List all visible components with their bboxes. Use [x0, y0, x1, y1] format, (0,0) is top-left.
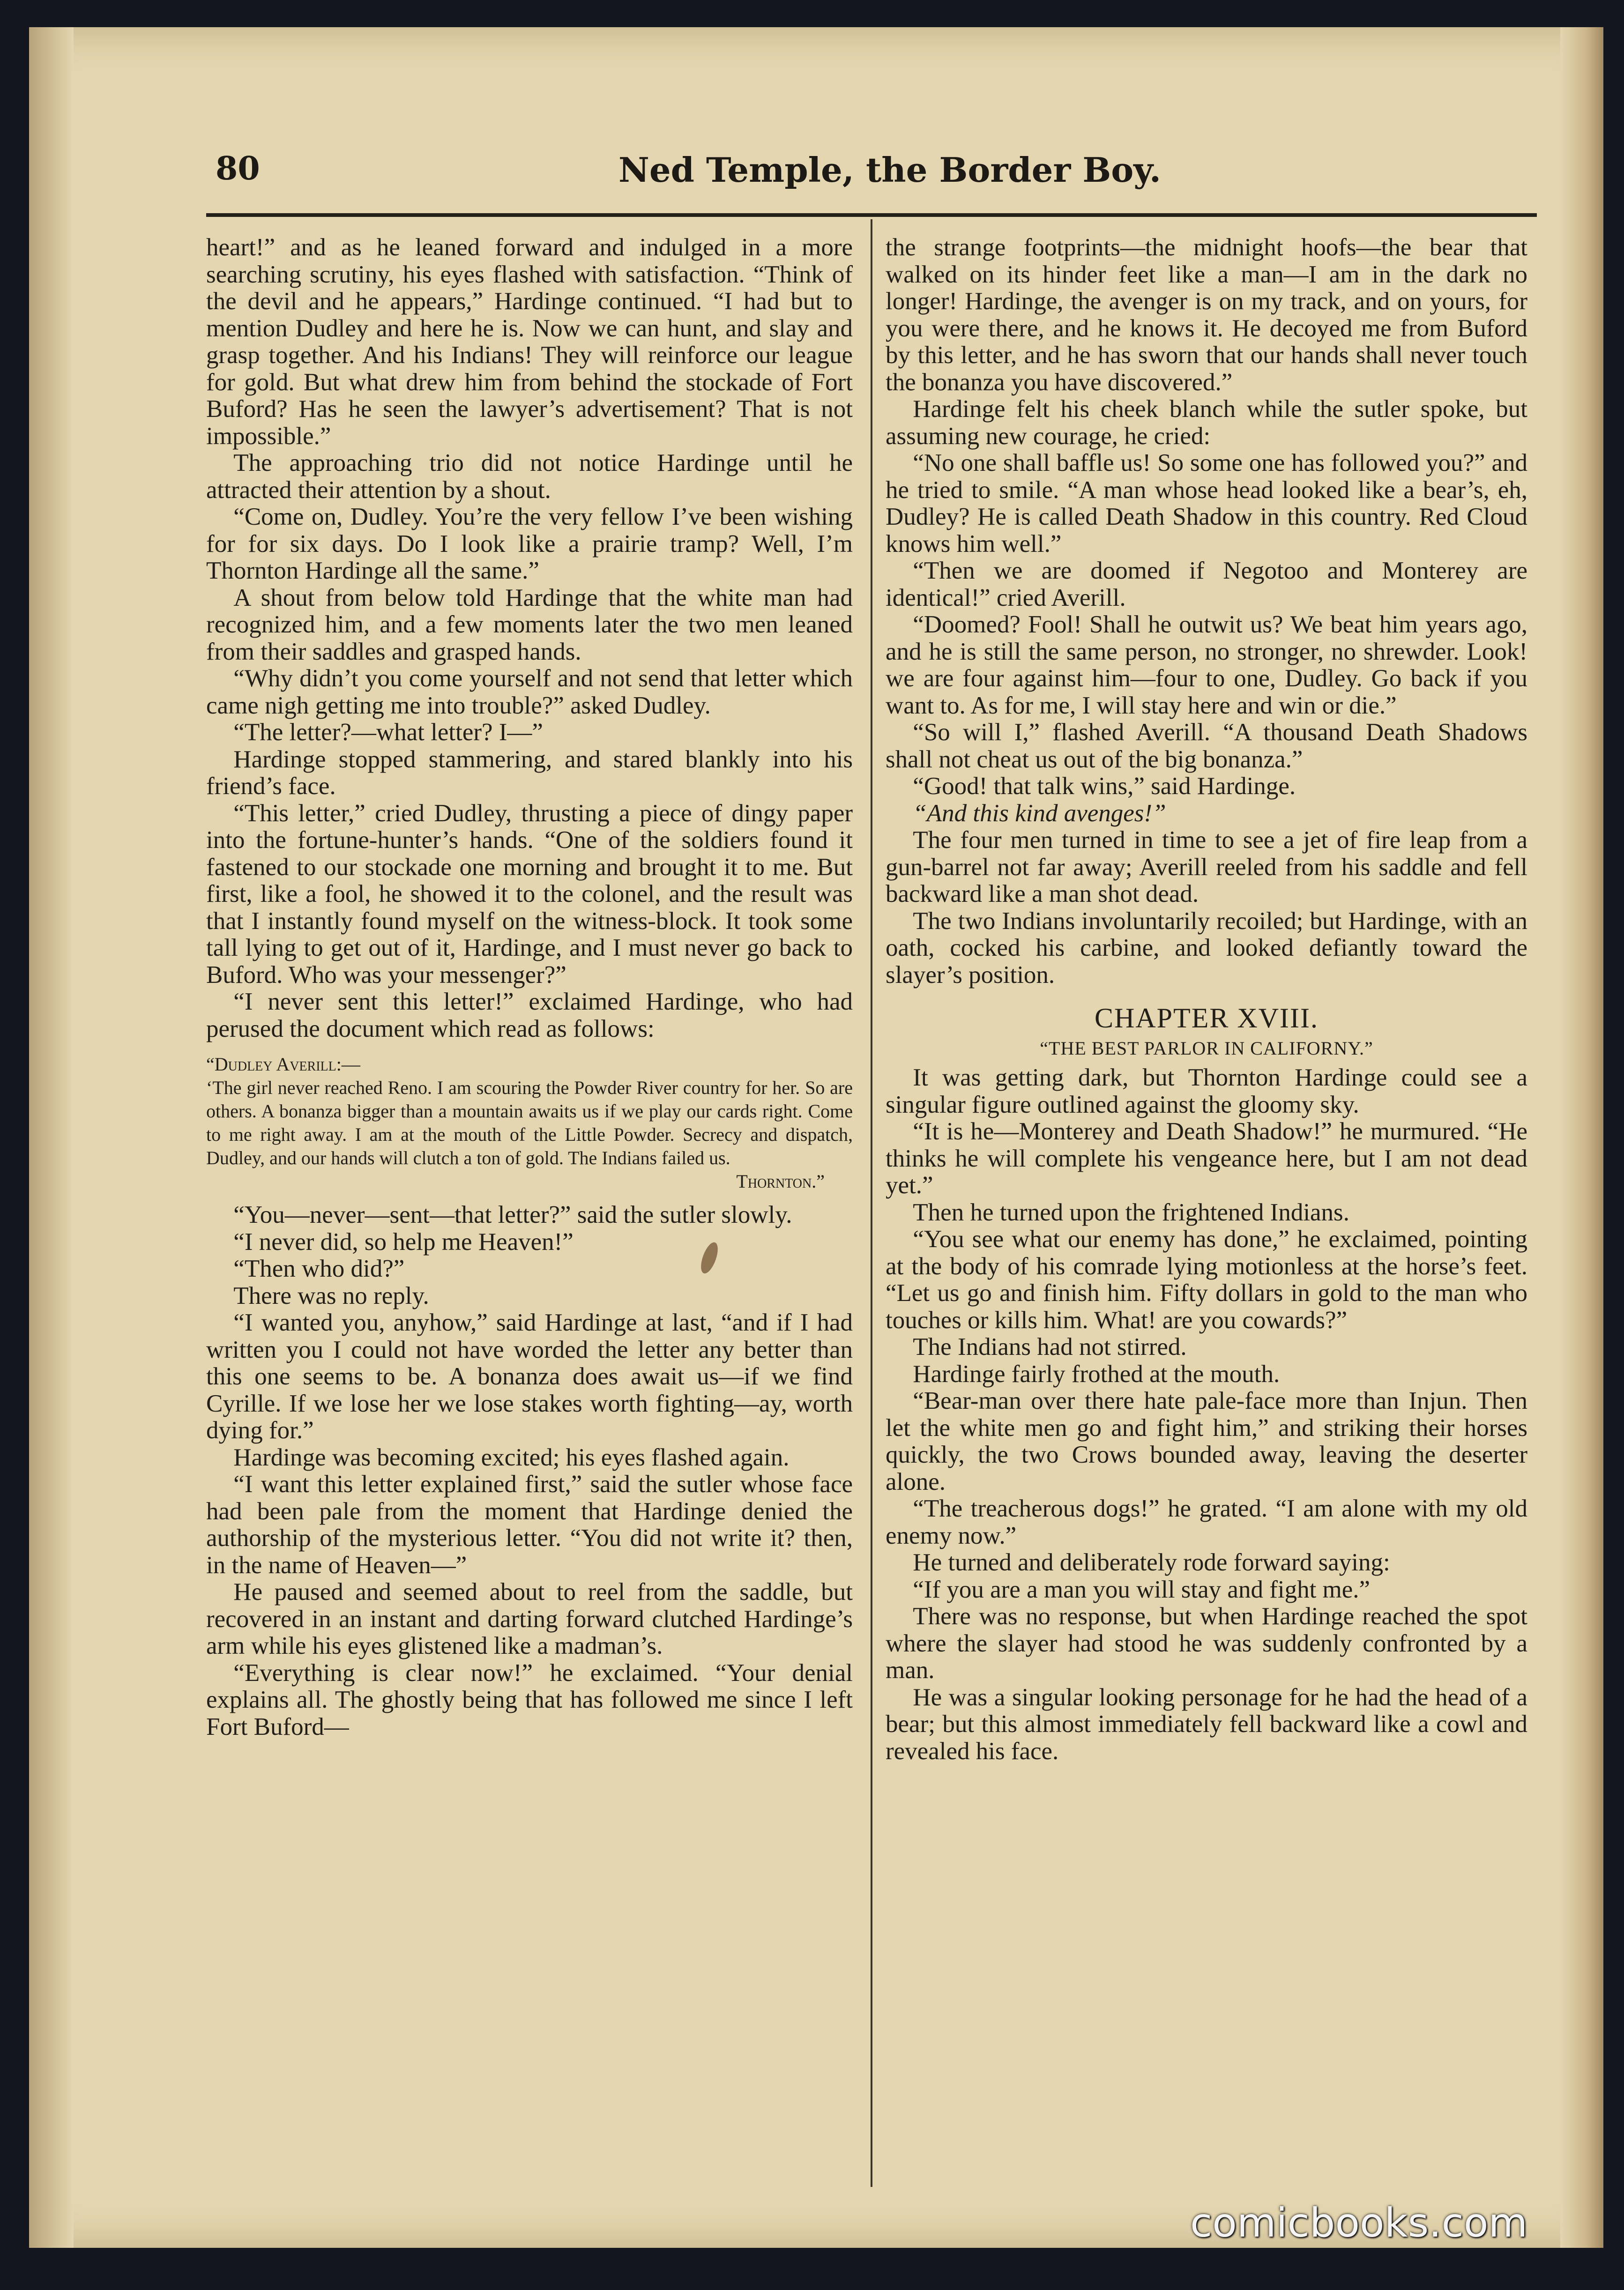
- paragraph: “So will I,” flashed Averill. “A thousand Death Shadows shall not cheat us out of the big bonanza.”: [886, 719, 1527, 773]
- quoted-letter: [206, 1053, 853, 1193]
- paragraph: He paused and seemed about to reel from the saddle, but recovered in an instant and darting forward clutched Hardinge’s arm while his eyes glistened like a madman’s.: [206, 1578, 853, 1659]
- paragraph: It was getting dark, but Thornton Hardinge could see a singular figure outlined against the gloomy sky.: [886, 1064, 1527, 1118]
- paragraph: the strange footprints—the midnight hoofs—the bear that walked on its hinder feet like a man—I am in the dark no longer! Hardinge, the avenger is on my track, and on yours, for you were there, and he knows it. He decoyed me from Buford by this letter, and he has sworn that our hands shall never touch the bonanza you have discovered.”: [886, 234, 1527, 396]
- paragraph: He was a singular looking personage for he had the head of a bear; but this almost immediately fell backward like a cowl and revealed his face.: [886, 1683, 1527, 1765]
- paragraph: Hardinge fairly frothed at the mouth.: [913, 1360, 1280, 1388]
- paragraph: “You see what our enemy has done,” he exclaimed, pointing at the body of his comrade lying motionless at the horse’s feet. “Let us go and finish him. Fifty dollars in gold to the man who touches or kills him. What! are you cowards?”: [886, 1226, 1527, 1334]
- site-watermark: comicbooks.com: [1190, 2200, 1528, 2246]
- paragraph: The Indians had not stirred.: [913, 1333, 1187, 1361]
- chapter-subtitle: “THE BEST PARLOR IN CALIFORNY.”: [1040, 1038, 1373, 1059]
- paragraph: heart!” and as he leaned forward and indulged in a more searching scrutiny, his eyes flashed with satisfaction. “Think of the devil and he appears,” Hardinge continued. “I had but to mention Dudley and here he is. Now we can hunt, and slay and grasp together. And his Indians! They will reinforce our league for gold. But what drew him from behind the stockade of Fort Buford? Has he seen the lawyer’s advertisement? That is not impossible.”: [206, 234, 853, 450]
- paragraph: “Everything is clear now!” he exclaimed. “Your denial explains all. The ghostly being that has followed me since I left Fort Buford—: [206, 1659, 853, 1740]
- letter-greeting: “Dudley Averill:—: [206, 1054, 360, 1075]
- column-divider: [871, 219, 872, 2187]
- paragraph: “Why didn’t you come yourself and not send that letter which came nigh getting me into trouble?” asked Dudley.: [206, 665, 853, 719]
- paragraph: “The letter?—what letter? I—”: [233, 719, 543, 746]
- paragraph: The four men turned in time to see a jet of fire leap from a gun-barrel not far away; Averill reeled from his saddle and fell backward like a man shot dead.: [886, 826, 1527, 907]
- paragraph: “No one shall baffle us! So some one has followed you?” and he tried to smile. “A man whose head looked like a bear’s, eh, Dudley? He is called Death Shadow in this country. Red Cloud knows him well.”: [886, 449, 1527, 558]
- paragraph: The approaching trio did not notice Hardinge until he attracted their attention by a shout.: [206, 449, 853, 504]
- running-header: [206, 150, 1537, 197]
- paragraph: “Come on, Dudley. You’re the very fellow I’ve been wishing for for six days. Do I look like a prairie tramp? Well, I’m Thornton Hardinge all the same.”: [206, 503, 853, 584]
- paragraph: “If you are a man you will stay and fight me.”: [913, 1576, 1371, 1603]
- paragraph: “I wanted you, anyhow,” said Hardinge at last, “and if I had written you I could not have worded the letter any better than this one seems to be. A bonanza does await us—if we find Cyrille. If we lose her we lose stakes worth fighting—ay, worth dying for.”: [206, 1309, 853, 1444]
- page-binding: [29, 27, 74, 2248]
- paragraph: Hardinge felt his cheek blanch while the sutler spoke, but assuming new courage, he cried:: [886, 395, 1527, 450]
- right-column: [886, 234, 1527, 1765]
- paragraph: “Then we are doomed if Negotoo and Monterey are identical!” cried Averill.: [886, 557, 1527, 611]
- paragraph: There was no reply.: [233, 1282, 429, 1309]
- page-edge: [1560, 27, 1603, 2248]
- paragraph: “Then who did?”: [233, 1255, 405, 1282]
- paragraph: “The treacherous dogs!” he grated. “I am alone with my old enemy now.”: [886, 1495, 1527, 1549]
- paragraph: “I never sent this letter!” exclaimed Hardinge, who had perused the document which read as follows:: [206, 988, 853, 1042]
- paragraph: There was no response, but when Hardinge reached the spot where the slayer had stood he was suddenly confronted by a man.: [886, 1603, 1527, 1684]
- paragraph: “This letter,” cried Dudley, thrusting a piece of dingy paper into the fortune-hunter’s hands. “One of the soldiers found it fastened to our stockade one morning and brought it to me. But first, like a fool, he showed it to the colonel, and the result was that I instantly found myself on the witness-block. It took some tall lying to get out of it, Hardinge, and I must never go back to Buford. Who was your messenger?”: [206, 799, 853, 989]
- paragraph: He turned and deliberately rode forward saying:: [913, 1549, 1390, 1576]
- paragraph: “It is he—Monterey and Death Shadow!” he murmured. “He thinks he will complete his vengeance here, but I am not dead yet.”: [886, 1118, 1527, 1199]
- paragraph: The two Indians involuntarily recoiled; but Hardinge, with an oath, cocked his carbine, and looked defiantly toward the slayer’s position.: [886, 907, 1527, 989]
- paragraph: “Good! that talk wins,” said Hardinge.: [913, 773, 1296, 800]
- chapter-title: CHAPTER XVIII.: [1095, 1003, 1319, 1033]
- paragraph: “And this kind avenges!”: [913, 799, 1166, 827]
- page-number: 80: [216, 150, 260, 187]
- paragraph: A shout from below told Hardinge that the white man had recognized him, and a few moments later the two men leaned from their saddles and grasped hands.: [206, 584, 853, 665]
- paragraph: “I want this letter explained first,” said the sutler whose face had been pale from the moment that Hardinge denied the authorship of the mysterious letter. “You did not write it? then, in the name of Heaven—”: [206, 1471, 853, 1579]
- letter-signature: Thornton.”: [736, 1171, 825, 1192]
- running-title: Ned Temple, the Border Boy.: [618, 150, 1161, 190]
- paragraph: Then he turned upon the frightened Indians.: [913, 1198, 1349, 1226]
- paragraph: “You—never—sent—that letter?” said the sutler slowly.: [233, 1201, 792, 1228]
- paragraph: “I never did, so help me Heaven!”: [233, 1228, 574, 1256]
- left-column: [206, 234, 853, 1740]
- paragraph: Hardinge stopped stammering, and stared blankly into his friend’s face.: [206, 745, 853, 800]
- letter-body: ‘The girl never reached Reno. I am scouring the Powder River country for her. So are others. A bonanza bigger than a mountain awaits us if we play our cards right. Come to me right away. I am at the mouth of the Little Powder. Secrecy and dispatch, Dudley, and our hands will clutch a ton of gold. The Indians failed us.: [206, 1077, 853, 1168]
- header-rule: [206, 213, 1537, 217]
- paragraph: “Bear-man over there hate pale-face more than Injun. Then let the white men go and fight him,” and striking their horses quickly, the two Crows bounded away, leaving the deserter alone.: [886, 1387, 1527, 1495]
- paragraph: “Doomed? Fool! Shall he outwit us? We beat him years ago, and he is still the same person, no stronger, no shrewder. Look! we are four against him—four to one, Dudley. Go back if you want to. As for me, I will stay here and win or die.”: [886, 611, 1527, 719]
- paragraph: Hardinge was becoming excited; his eyes flashed again.: [233, 1443, 790, 1471]
